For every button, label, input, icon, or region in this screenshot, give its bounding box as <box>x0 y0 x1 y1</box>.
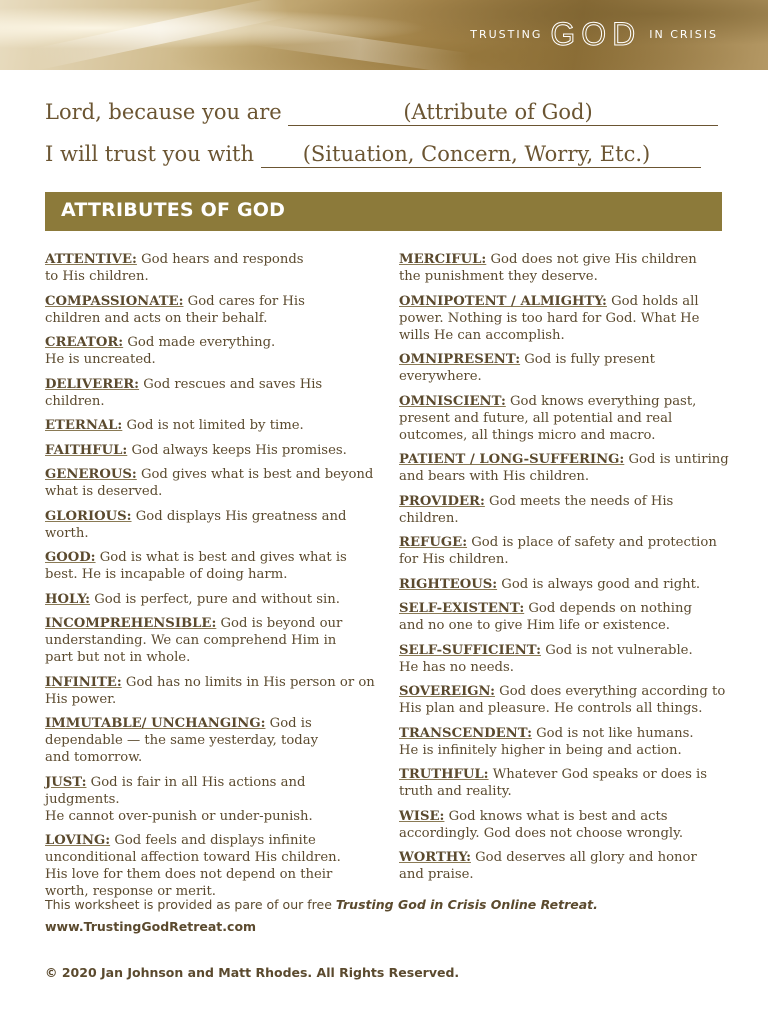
footer-note <box>45 897 598 912</box>
header-banner <box>0 0 768 70</box>
banner-texture <box>250 23 471 70</box>
attribute-definition: God cares for His children and acts on their behalf. <box>45 293 305 326</box>
attribute-item <box>399 534 729 568</box>
attribute-item <box>45 674 375 708</box>
attribute-term: SOVEREIGN: <box>399 684 495 699</box>
attribute-definition: God is not like humans. He is infinitely higher in being and action. <box>399 725 694 758</box>
attribute-definition: God is perfect, pure and without sin. <box>90 591 340 607</box>
attribute-term: JUST: <box>45 774 87 790</box>
attribute-term: ETERNAL: <box>45 418 123 433</box>
attribute-item <box>45 417 375 434</box>
attribute-term: LOVING: <box>45 833 111 848</box>
attribute-definition: God is what is best and gives what is best. He is incapable of doing harm. <box>45 550 347 582</box>
attribute-term: GLORIOUS: <box>45 508 132 524</box>
attribute-definition: God depends on nothing and no one to give Him life or existence. <box>399 601 692 633</box>
attribute-term: DELIVERER: <box>45 376 140 392</box>
attribute-term: RIGHTEOUS: <box>399 576 498 592</box>
attribute-item <box>399 642 729 676</box>
attribute-item <box>399 849 729 883</box>
attribute-term: PATIENT / LONG-SUFFERING: <box>399 452 625 467</box>
attribute-definition: God is dependable — the same yesterday, today and tomorrow. <box>45 716 319 765</box>
attribute-term: WORTHY: <box>399 850 471 865</box>
attribute-definition: God does not give His children the punishment they deserve. <box>399 252 697 284</box>
attribute-term: PROVIDER: <box>399 493 485 509</box>
attribute-item <box>45 508 375 542</box>
attribute-definition: God is place of safety and protection for His children. <box>399 535 717 567</box>
attribute-definition: God made everything. He is uncreated. <box>45 335 276 367</box>
attribute-definition: God displays His greatness and worth. <box>45 508 347 541</box>
copyright-notice: © 2020 Jan Johnson and Matt Rhodes. All Rights Reserved. <box>45 965 460 980</box>
attribute-term: INFINITE: <box>45 674 122 690</box>
attribute-item <box>45 774 375 825</box>
attribute-item <box>45 376 375 410</box>
website-link[interactable]: www.TrustingGodRetreat.com <box>45 919 257 934</box>
attribute-definition: God feels and displays infinite unconditional affection toward His children. His love for them does not depend on their worth, response or merit. <box>45 833 341 899</box>
attribute-definition: God is always good and right. <box>497 576 701 592</box>
attribute-term: MERCIFUL: <box>399 252 487 267</box>
attribute-item <box>45 591 375 608</box>
brand-suffix: IN CRISIS <box>649 28 718 41</box>
attribute-definition: God gives what is best and beyond what is deserved. <box>45 467 374 499</box>
attribute-definition: God always keeps His promises. <box>127 442 347 458</box>
attribute-item <box>45 442 375 459</box>
attribute-item <box>45 549 375 583</box>
attribute-item <box>399 725 729 759</box>
attribute-term: COMPASSIONATE: <box>45 293 184 309</box>
attribute-item <box>45 615 375 666</box>
brand-main: GOD <box>550 16 642 52</box>
attributes-column-right <box>399 251 729 891</box>
brand-logo <box>470 16 718 53</box>
attribute-item <box>45 715 375 766</box>
attribute-definition: God holds all power. Nothing is too hard for God. What He wills He can accomplish. <box>399 293 700 343</box>
section-header <box>45 192 722 231</box>
attribute-definition: God deserves all glory and honor and praise. <box>399 850 697 882</box>
prompt-lead: I will trust you with <box>45 142 261 166</box>
attribute-definition: God knows what is best and acts accordingly. God does not choose wrongly. <box>399 808 684 841</box>
attribute-term: WISE: <box>399 808 445 824</box>
prompt-line-attribute <box>45 100 718 126</box>
attribute-definition: God knows everything past, present and future, all potential and real outcomes, all things micro and macro. <box>399 393 697 443</box>
attribute-definition: God hears and responds to His children. <box>45 252 304 284</box>
section-title: ATTRIBUTES OF GOD <box>61 199 286 221</box>
attribute-item <box>399 493 729 527</box>
attribute-item <box>399 576 729 593</box>
attribute-item <box>45 251 375 285</box>
attribute-term: SELF-EXISTENT: <box>399 601 525 616</box>
attribute-term: GOOD: <box>45 550 96 565</box>
attribute-term: GENEROUS: <box>45 467 137 482</box>
attribute-definition: God is not limited by time. <box>122 418 304 433</box>
attribute-term: TRUTHFUL: <box>399 767 489 782</box>
attribute-item <box>399 351 729 385</box>
attributes-column-left <box>45 251 375 908</box>
brand-prefix: TRUSTING <box>470 28 543 41</box>
situation-blank <box>261 143 701 168</box>
attribute-item <box>399 766 729 800</box>
attribute-term: OMNIPOTENT / ALMIGHTY: <box>399 293 607 309</box>
attribute-term: FAITHFUL: <box>45 442 128 458</box>
attribute-term: IMMUTABLE/ UNCHANGING: <box>45 716 266 731</box>
attribute-definition: God is fair in all His actions and judgments. He cannot over-punish or under-punish. <box>45 774 313 824</box>
attribute-item <box>399 251 729 285</box>
situation-placeholder: (Situation, Concern, Worry, Etc.) <box>302 142 651 166</box>
attribute-term: ATTENTIVE: <box>45 252 137 267</box>
prompt-lead: Lord, because you are <box>45 100 289 124</box>
prompt-line-situation <box>45 142 701 168</box>
attribute-definition: God is untiring and bears with His children. <box>399 452 729 484</box>
attribute-item <box>45 466 375 500</box>
attribute-item <box>45 832 375 900</box>
attribute-definition: God is not vulnerable. He has no needs. <box>399 642 693 675</box>
attribute-definition: God has no limits in His person or on His power. <box>45 674 375 707</box>
attribute-term: SELF-SUFFICIENT: <box>399 642 541 658</box>
attribute-definition: God is fully present everywhere. <box>399 352 655 384</box>
attribute-item <box>399 293 729 344</box>
attribute-item <box>45 293 375 327</box>
attribute-term: HOLY: <box>45 591 91 607</box>
attribute-placeholder: (Attribute of God) <box>403 100 593 124</box>
attribute-definition: God is beyond our understanding. We can comprehend Him in part but not in whole. <box>45 616 343 665</box>
attribute-definition: God meets the needs of His children. <box>399 493 674 526</box>
attribute-term: CREATOR: <box>45 335 124 350</box>
attribute-item <box>399 600 729 634</box>
attribute-item <box>399 393 729 444</box>
attribute-definition: God does everything according to His plan and pleasure. He controls all things. <box>399 684 726 716</box>
footer-note-lead: This worksheet is provided as pare of our free <box>45 897 336 912</box>
attribute-blank <box>288 101 718 126</box>
attribute-item <box>45 334 375 368</box>
attribute-term: OMNIPRESENT: <box>399 352 521 367</box>
attribute-item <box>399 808 729 842</box>
attribute-definition: God rescues and saves His children. <box>45 376 323 409</box>
retreat-title: Trusting God in Crisis Online Retreat. <box>335 897 598 912</box>
attribute-term: INCOMPREHENSIBLE: <box>45 616 217 631</box>
attribute-term: TRANSCENDENT: <box>399 725 532 741</box>
attribute-definition: Whatever God speaks or does is truth and reality. <box>399 767 708 799</box>
attribute-term: REFUGE: <box>399 535 468 550</box>
attribute-item <box>399 683 729 717</box>
attribute-term: OMNISCIENT: <box>399 393 506 409</box>
attribute-item <box>399 451 729 485</box>
